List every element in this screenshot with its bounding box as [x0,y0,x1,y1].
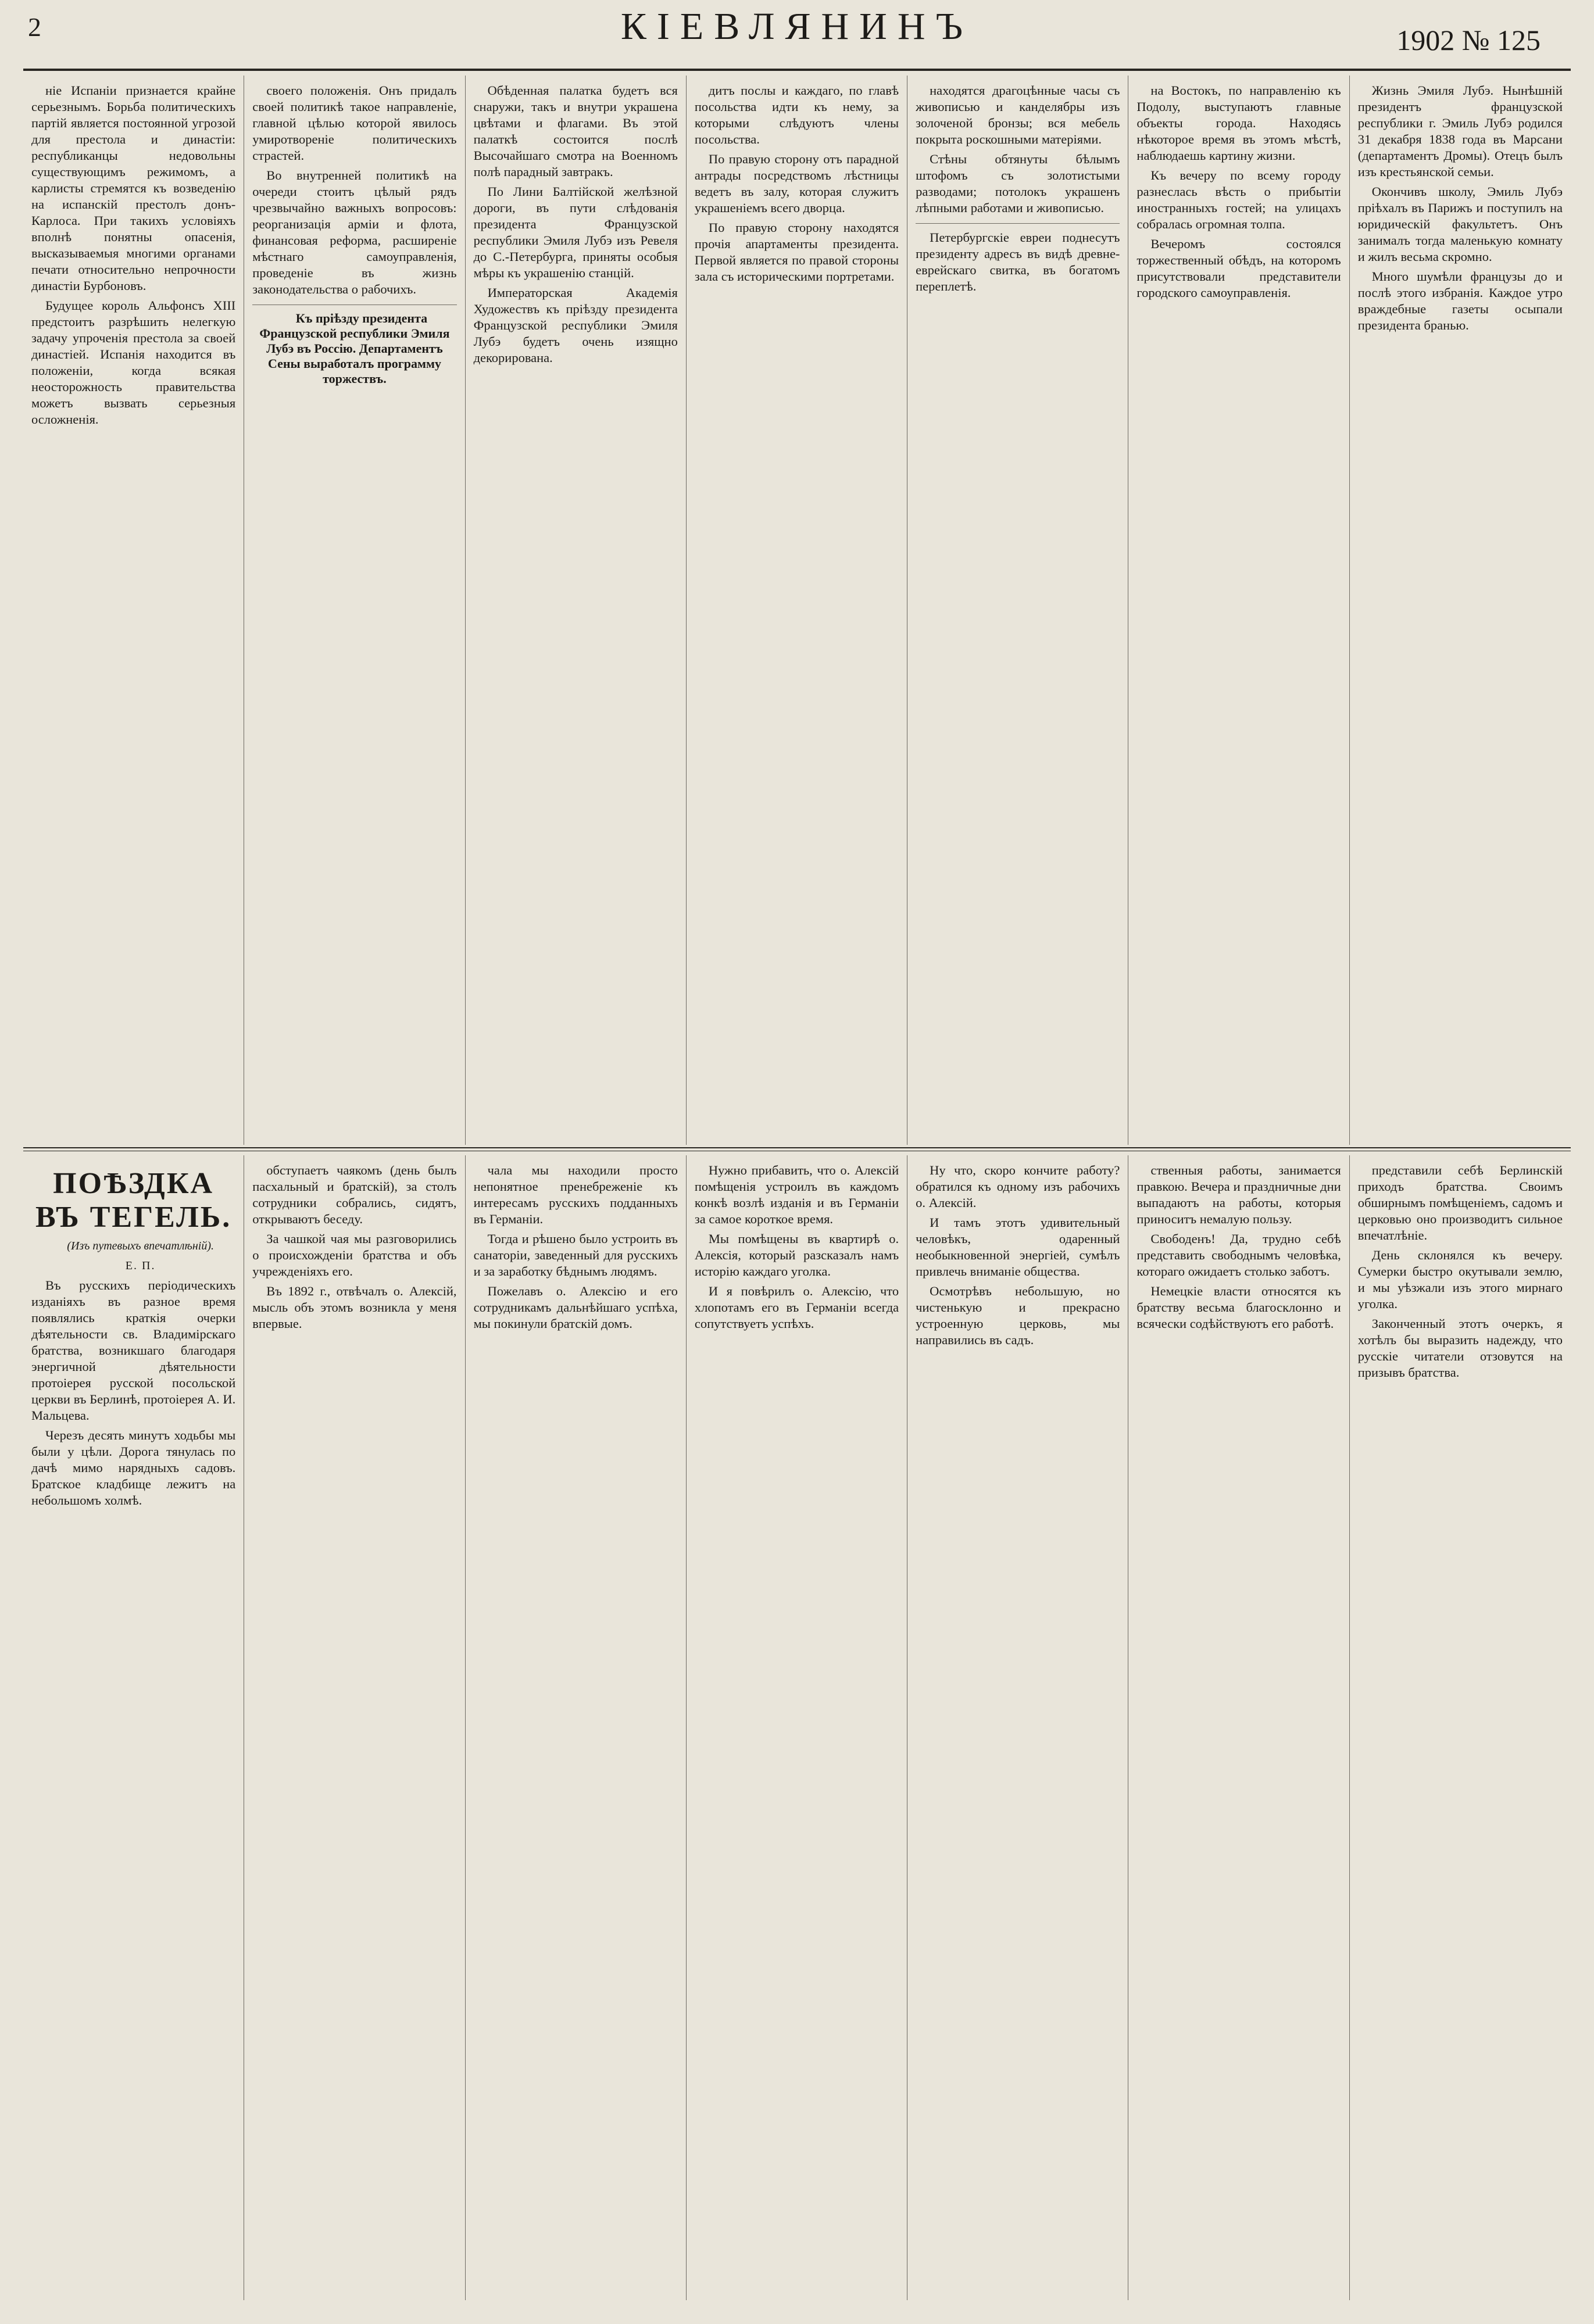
paragraph: Тогда и рѣшено было устроить въ санаторіи, заведенный для русскихъ и за заработку бѣднымъ людямъ. [473,1231,678,1279]
paragraph: Немецкіе власти относятся къ братству весьма благосклонно и всячески содѣйствуютъ его работѣ. [1136,1284,1341,1331]
paragraph: своего положенія. Онъ придалъ своей политикѣ такое направленіе, главной цѣлью которой явилось умиротвореніе политическихъ страстей. [252,83,457,163]
upper-column-7 [1350,76,1571,1145]
paragraph: Во внутренней политикѣ на очереди стоитъ цѣлый рядъ чрезвычайно важныхъ вопросовъ: реорганизація арміи и флота, финансовая реформа, расширеніе мѣстнаго самоуправленія, проведеніе въ жизнь законодательства о рабочихъ. [252,168,457,296]
paragraph: Пожелавъ о. Алексію и его сотрудникамъ дальнѣйшаго успѣха, мы покинули братскій домъ. [473,1284,678,1331]
lower-column-3 [466,1155,687,2300]
upper-column-3 [466,76,687,1145]
feuilleton-section [23,1155,1571,2300]
paragraph: Обѣденная палатка будетъ вся снаружи, такъ и внутри украшена цвѣтами и флагами. Въ этой палаткѣ состоится послѣ Высочайшаго смотра на Военномъ полѣ парадный завтракъ. [473,83,678,179]
paragraph: Ну что, скоро кончите работу? обратился къ одному изъ рабочихъ о. Алексій. [916,1163,1120,1210]
paragraph: Осмотрѣвъ небольшую, но чистенькую и прекрасно устроенную церковь, мы направились въ садъ. [916,1284,1120,1347]
column-separator [916,223,1120,224]
paragraph: ственныя работы, занимается правкою. Вечера и праздничные дни выпадаютъ на работы, которыя приноситъ немалую пользу. [1136,1163,1341,1226]
paragraph: Къ вечеру по всему городу разнеслась вѣсть о прибытіи иностранныхъ гостей; на улицахъ собралась огромная толпа. [1136,168,1341,231]
paragraph: За чашкой чая мы разговорились о происхожденіи братства и объ учрежденіяхъ его. [252,1231,457,1279]
section-divider [23,1147,1571,1151]
upper-column-1 [23,76,244,1145]
lower-column-4 [687,1155,907,2300]
paragraph: И тамъ этотъ удивительный человѣкъ, одаренный необыкновенной энергіей, сумѣлъ привлечь вниманіе общества. [916,1215,1120,1279]
paragraph: находятся драгоцѣнные часы съ живописью и канделябры изъ золоченой бронзы; вся мебель покрыта роскошными матеріями. [916,83,1120,146]
lower-column-7 [1350,1155,1571,2300]
paragraph: По правую сторону отъ парадной антрады посредствомъ лѣстницы ведетъ въ залу, которая служитъ украшеніемъ всего дворца. [694,152,899,215]
paragraph: День склонялся къ вечеру. Сумерки быстро окутывали землю, и мы уѣзжали изъ этого мирнаго уголка. [1357,1248,1563,1311]
feuilleton-subtitle: (Изъ путевыхъ впечатлѣній). [67,1240,214,1252]
paragraph: Въ русскихъ періодическихъ изданіяхъ въ разное время появлялись краткія очерки дѣятельности св. Владимірскаго братства, возникшаго благодаря энергичной дѣятельности протоіерея русской посольской церкви въ Берлинѣ, протоіерея А. И. Мальцева. [31,1278,236,1423]
upper-column-2 [244,76,465,1145]
feuilleton-title: ПОѢЗДКА ВЪ ТЕГЕЛЬ. [35,1167,232,1234]
paragraph: чала мы находили просто непонятное пренебреженіе къ интересамъ русскихъ подданныхъ въ Германіи. [473,1163,678,1226]
masthead: КІЕВЛЯНИНЪ [620,5,974,48]
lower-column-5 [907,1155,1128,2300]
paragraph: Жизнь Эмиля Лубэ. Нынѣшній президентъ французской республики г. Эмиль Лубэ родился 31 декабря 1838 года въ Марсани (департаментъ Дромы). Отецъ былъ изъ крестьянской семьи. [1357,83,1563,179]
paragraph: дитъ послы и каждаго, по главѣ посольства идти къ нему, за которыми слѣдуютъ члены посольства. [694,83,899,146]
page-number: 2 [28,12,41,42]
paragraph: на Востокъ, по направленію къ Подолу, выступаютъ главные объекты города. Находясь нѣкоторое время въ этомъ мѣстѣ, наблюдаешь картину жизни. [1136,83,1341,163]
paragraph: Въ 1892 г., отвѣчалъ о. Алексій, мысль объ этомъ возникла у меня впервые. [252,1284,457,1331]
paragraph: Окончивъ школу, Эмиль Лубэ пріѣхалъ въ Парижъ и поступилъ на юридическій факультетъ. Онъ занималъ тогда маленькую комнату и жилъ весьма скромно. [1357,184,1563,264]
lower-column-6 [1128,1155,1349,2300]
paragraph: представили себѣ Берлинскій приходъ братства. Своимъ обширнымъ помѣщеніемъ, садомъ и церковью оно производитъ сильное впечатлѣніе. [1357,1163,1563,1242]
paragraph: Законченный этотъ очеркъ, я хотѣлъ бы выразить надежду, что русскіе читатели отзовутся на призывъ братства. [1357,1316,1563,1380]
article-title: Къ пріѣзду президента Французской республики Эмиля Лубэ въ Россію. Департаментъ Сены выработалъ программу торжествъ. [259,311,450,386]
feuilleton-byline: Е. П. [125,1259,156,1272]
paragraph: Много шумѣли французы до и послѣ этого избранія. Каждое утро враждебные газеты осыпали президента бранью. [1357,269,1563,332]
paragraph: По правую сторону находятся прочія апартаменты президента. Первой является по правой стороны зала съ историческими портретами. [694,220,899,284]
paragraph: обступаетъ чаякомъ (день былъ пасхальный и братскій), за столъ сотрудники собрались, сидятъ, открываютъ беседу. [252,1163,457,1226]
paragraph: Свободенъ! Да, трудно себѣ представить свободнымъ человѣка, котораго ожидаетъ столько заботъ. [1136,1231,1341,1279]
paragraph: ніе Испаніи признается крайне серьезнымъ. Борьба политическихъ партій является постоянной угрозой для престола и династіи: республиканцы недовольны существующимъ режимомъ, а карлисты стремятся къ возведенію на испанскій престолъ донъ-Карлоса. При такихъ условіяхъ вполнѣ понятны опасенія, высказываемыя многими органами печати относительно непрочности династіи Бурбоновъ. [31,83,236,293]
upper-column-5 [907,76,1128,1145]
paragraph: И я повѣрилъ о. Алексію, что хлопотамъ его въ Германіи всегда сопутствуетъ успѣхъ. [694,1284,899,1331]
paragraph: По Лини Балтійской желѣзной дороги, въ пути слѣдованія президента Французской республики Эмиля Лубэ изъ Ревеля до С.-Петербурга, приняты особыя мѣры къ украшенію станцій. [473,184,678,280]
paragraph: Императорская Академія Художествъ къ пріѣзду президента Французской республики Эмиля Лубэ будетъ очень изящно декорирована. [473,285,678,365]
paragraph: Нужно прибавить, что о. Алексій помѣщенія устроилъ въ каждомъ конкѣ возлѣ изданія и въ Германіи за самое короткое время. [694,1163,899,1226]
paragraph: Черезъ десять минутъ ходьбы мы были у цѣли. Дорога тянулась по дачѣ мимо нарядныхъ садовъ. Братское кладбище лежитъ на небольшомъ холмѣ. [31,1428,236,1507]
paragraph: Будущее король Альфонсъ XIII предстоитъ разрѣшить нелегкую задачу упроченія престола за своей династіей. Испанія находится въ положеніи, когда всякая неосторожность правительства можетъ вызвать серьезныя осложненія. [31,298,236,427]
upper-column-4 [687,76,907,1145]
paragraph: Мы помѣщены въ квартирѣ о. Алексія, который разсказалъ намъ исторію каждаго уголка. [694,1231,899,1279]
lower-column-1 [23,1155,244,2300]
upper-news-section [23,76,1571,1145]
paragraph: Стѣны обтянуты бѣлымъ штофомъ съ золотистыми разводами; потолокъ украшенъ лѣпными работами и живописью. [916,152,1120,215]
lower-column-2 [244,1155,465,2300]
paragraph: Петербургскіе евреи поднесутъ президенту адресъ въ видѣ древне-еврейскаго свитка, въ богатомъ переплетѣ. [916,230,1120,293]
paragraph: Вечеромъ состоялся торжественный обѣдъ, на которомъ присутствовали представители городского самоуправленія. [1136,237,1341,300]
header-rule [23,69,1571,71]
upper-column-6 [1128,76,1349,1145]
issue-number: 1902 № 125 [1396,24,1541,56]
